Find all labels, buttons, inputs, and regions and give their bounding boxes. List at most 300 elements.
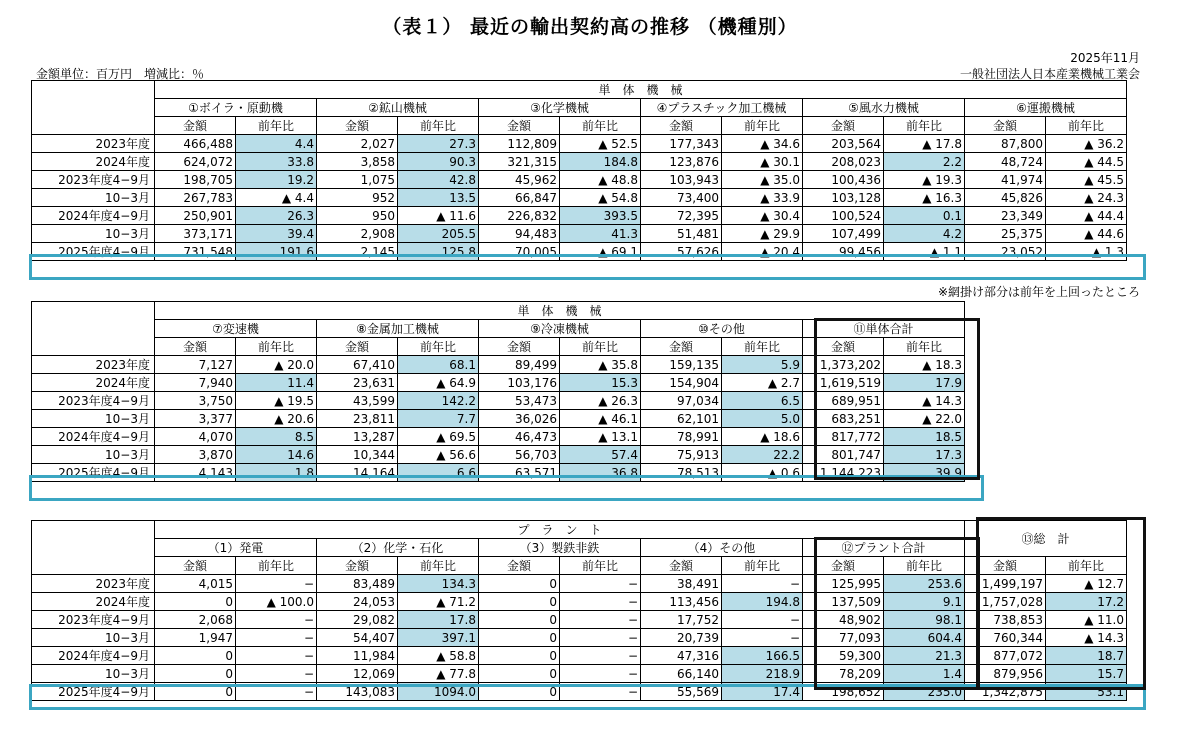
ratio-cell: ▲ 100.0 <box>236 593 317 611</box>
ratio-cell: 19.2 <box>236 171 317 189</box>
ratio-cell: ▲ 58.8 <box>398 647 479 665</box>
amount-cell: 3,377 <box>155 410 236 428</box>
ratio-cell: ▲ 48.8 <box>560 171 641 189</box>
ratio-cell: − <box>560 665 641 683</box>
category-header: ①ボイラ・原動機 <box>155 99 317 117</box>
ratio-cell: ▲ 11.0 <box>1046 611 1127 629</box>
category-header: ③化学機械 <box>479 99 641 117</box>
ratio-cell: 17.2 <box>1046 593 1127 611</box>
category-header: ⑦変速機 <box>155 320 317 338</box>
amount-cell: 100,524 <box>803 207 884 225</box>
ratio-cell: − <box>560 575 641 593</box>
ratio-cell: 4.2 <box>884 225 965 243</box>
ratio-cell: ▲ 1.3 <box>1046 243 1127 261</box>
amount-cell: 1,757,028 <box>965 593 1046 611</box>
ratio-cell: ▲ 44.5 <box>1046 153 1127 171</box>
amount-cell: 78,209 <box>803 665 884 683</box>
ratio-header: 前年比 <box>560 117 641 135</box>
category-header: ⑨冷凍機械 <box>479 320 641 338</box>
ratio-cell: ▲ 30.1 <box>722 153 803 171</box>
amount-cell: 51,481 <box>641 225 722 243</box>
amount-cell: 4,143 <box>155 464 236 482</box>
ratio-cell: ▲ 20.6 <box>236 410 317 428</box>
table-row <box>32 153 1127 171</box>
ratio-cell: 13.5 <box>398 189 479 207</box>
ratio-header: 前年比 <box>722 117 803 135</box>
ratio-cell: − <box>560 683 641 701</box>
ratio-cell: 5.9 <box>722 356 803 374</box>
ratio-cell: ▲ 20.4 <box>722 243 803 261</box>
ratio-cell: ▲ 52.5 <box>560 135 641 153</box>
ratio-cell: 98.1 <box>884 611 965 629</box>
amount-cell: 11,984 <box>317 647 398 665</box>
row-label: 10−3月 <box>32 225 155 243</box>
ratio-cell: 205.5 <box>398 225 479 243</box>
amount-cell: 952 <box>317 189 398 207</box>
ratio-header: 前年比 <box>236 338 317 356</box>
amount-cell: 198,652 <box>803 683 884 701</box>
amount-cell: 1,373,202 <box>803 356 884 374</box>
ratio-cell: 33.8 <box>236 153 317 171</box>
amount-cell: 2,068 <box>155 611 236 629</box>
ratio-cell: 397.1 <box>398 629 479 647</box>
row-label: 2025年度4−9月 <box>32 464 155 482</box>
amount-cell: 23,349 <box>965 207 1046 225</box>
amount-cell: 1,947 <box>155 629 236 647</box>
ratio-cell: ▲ 71.2 <box>398 593 479 611</box>
ratio-cell: 39.4 <box>236 225 317 243</box>
ratio-cell: 27.3 <box>398 135 479 153</box>
ratio-cell: 604.4 <box>884 629 965 647</box>
ratio-cell: ▲ 14.3 <box>884 392 965 410</box>
ratio-cell: ▲ 46.1 <box>560 410 641 428</box>
category-header: ⑤風水力機械 <box>803 99 965 117</box>
amount-cell: 950 <box>317 207 398 225</box>
row-label: 2023年度 <box>32 356 155 374</box>
amount-cell: 4,070 <box>155 428 236 446</box>
amount-cell: 3,870 <box>155 446 236 464</box>
ratio-cell: ▲ 69.1 <box>560 243 641 261</box>
ratio-cell: 36.8 <box>560 464 641 482</box>
ratio-cell: 9.1 <box>884 593 965 611</box>
ratio-cell: − <box>560 629 641 647</box>
amount-cell: 66,140 <box>641 665 722 683</box>
amount-cell: 23,811 <box>317 410 398 428</box>
row-label: 2024年度 <box>32 374 155 392</box>
table-row <box>32 356 965 374</box>
amount-cell: 0 <box>479 683 560 701</box>
ratio-cell: 1.4 <box>884 665 965 683</box>
amount-cell: 13,287 <box>317 428 398 446</box>
amount-cell: 143,083 <box>317 683 398 701</box>
amount-cell: 7,940 <box>155 374 236 392</box>
ratio-cell: − <box>722 575 803 593</box>
amount-cell: 1,499,197 <box>965 575 1046 593</box>
row-label: 2023年度 <box>32 135 155 153</box>
amount-cell: 1,075 <box>317 171 398 189</box>
row-label: 10−3月 <box>32 629 155 647</box>
amount-header: 金額 <box>155 117 236 135</box>
ratio-cell: 15.7 <box>1046 665 1127 683</box>
ratio-cell: ▲ 4.4 <box>236 189 317 207</box>
amount-cell: 2,145 <box>317 243 398 261</box>
amount-cell: 73,400 <box>641 189 722 207</box>
table-row <box>32 392 965 410</box>
category-header: （3）製鉄非鉄 <box>479 539 641 557</box>
ratio-cell: − <box>236 665 317 683</box>
ratio-cell: 166.5 <box>722 647 803 665</box>
row-label: 2023年度4−9月 <box>32 171 155 189</box>
ratio-cell: ▲ 1.1 <box>884 243 965 261</box>
amount-cell: 17,752 <box>641 611 722 629</box>
ratio-cell: 7.7 <box>398 410 479 428</box>
ratio-cell: 0.1 <box>884 207 965 225</box>
amount-cell: 107,499 <box>803 225 884 243</box>
ratio-cell: 142.2 <box>398 392 479 410</box>
ratio-cell: 235.0 <box>884 683 965 701</box>
ratio-header: 前年比 <box>722 338 803 356</box>
table-row <box>32 135 1127 153</box>
amount-cell: 36,026 <box>479 410 560 428</box>
export-table-single-machines-2 <box>31 301 965 482</box>
ratio-cell: 1094.0 <box>398 683 479 701</box>
ratio-header: 前年比 <box>560 557 641 575</box>
ratio-header: 前年比 <box>398 117 479 135</box>
amount-header: 金額 <box>317 117 398 135</box>
amount-cell: 55,569 <box>641 683 722 701</box>
category-header: ⑫プラント合計 <box>803 539 965 557</box>
ratio-cell: ▲ 44.6 <box>1046 225 1127 243</box>
ratio-cell: ▲ 19.5 <box>236 392 317 410</box>
ratio-cell: ▲ 77.8 <box>398 665 479 683</box>
amount-header: 金額 <box>803 557 884 575</box>
amount-cell: 43,599 <box>317 392 398 410</box>
ratio-cell: − <box>560 593 641 611</box>
amount-header: 金額 <box>641 117 722 135</box>
ratio-cell: 191.6 <box>236 243 317 261</box>
amount-cell: 1,342,875 <box>965 683 1046 701</box>
amount-cell: 0 <box>479 647 560 665</box>
amount-cell: 203,564 <box>803 135 884 153</box>
amount-cell: 0 <box>155 647 236 665</box>
amount-cell: 198,705 <box>155 171 236 189</box>
amount-cell: 59,300 <box>803 647 884 665</box>
amount-cell: 100,436 <box>803 171 884 189</box>
ratio-cell: ▲ 20.0 <box>236 356 317 374</box>
row-label: 2023年度4−9月 <box>32 392 155 410</box>
ratio-cell: ▲ 36.2 <box>1046 135 1127 153</box>
amount-cell: 57,626 <box>641 243 722 261</box>
category-header: ⑥運搬機械 <box>965 99 1127 117</box>
table-row <box>32 593 1127 611</box>
corner-cell <box>32 81 155 135</box>
table-row <box>32 428 965 446</box>
ratio-cell: 2.2 <box>884 153 965 171</box>
amount-cell: 801,747 <box>803 446 884 464</box>
amount-header: 金額 <box>155 338 236 356</box>
category-header: ⑧金属加工機械 <box>317 320 479 338</box>
amount-cell: 78,513 <box>641 464 722 482</box>
amount-cell: 24,053 <box>317 593 398 611</box>
ratio-cell: ▲ 0.6 <box>722 464 803 482</box>
amount-cell: 123,876 <box>641 153 722 171</box>
table-row <box>32 225 1127 243</box>
ratio-cell: 39.9 <box>884 464 965 482</box>
amount-cell: 72,395 <box>641 207 722 225</box>
amount-header: 金額 <box>803 338 884 356</box>
table-row <box>32 575 1127 593</box>
ratio-cell: 57.4 <box>560 446 641 464</box>
ratio-cell: − <box>236 629 317 647</box>
amount-cell: 689,951 <box>803 392 884 410</box>
amount-cell: 177,343 <box>641 135 722 153</box>
amount-header: 金額 <box>803 117 884 135</box>
group-header: 単 体 機 械 <box>155 81 1127 99</box>
ratio-cell: 134.3 <box>398 575 479 593</box>
ratio-cell: ▲ 44.4 <box>1046 207 1127 225</box>
unit-note: 金額単位：百万円 増減比：％ <box>36 67 205 81</box>
shading-note: ※網掛け部分は前年を上回ったところ <box>937 285 1140 299</box>
amount-cell: 113,456 <box>641 593 722 611</box>
amount-cell: 20,739 <box>641 629 722 647</box>
category-header: ⑪単体合計 <box>803 320 965 338</box>
export-table-single-machines-1 <box>31 80 1127 261</box>
category-header: ⑩その他 <box>641 320 803 338</box>
amount-cell: 731,548 <box>155 243 236 261</box>
ratio-cell: ▲ 22.0 <box>884 410 965 428</box>
amount-header: 金額 <box>317 557 398 575</box>
amount-cell: 0 <box>479 593 560 611</box>
ratio-cell: 4.4 <box>236 135 317 153</box>
ratio-cell: 17.3 <box>884 446 965 464</box>
table-row <box>32 189 1127 207</box>
amount-cell: 99,456 <box>803 243 884 261</box>
group-header: 単 体 機 械 <box>155 302 965 320</box>
row-label: 2023年度 <box>32 575 155 593</box>
amount-cell: 67,410 <box>317 356 398 374</box>
amount-header: 金額 <box>155 557 236 575</box>
amount-cell: 29,082 <box>317 611 398 629</box>
amount-cell: 94,483 <box>479 225 560 243</box>
amount-header: 金額 <box>479 338 560 356</box>
amount-cell: 97,034 <box>641 392 722 410</box>
table-row <box>32 374 965 392</box>
amount-cell: 83,489 <box>317 575 398 593</box>
row-label: 10−3月 <box>32 189 155 207</box>
row-label: 10−3月 <box>32 665 155 683</box>
ratio-header: 前年比 <box>884 557 965 575</box>
page-title: （表１） 最近の輸出契約高の推移 （機種別） <box>382 16 798 38</box>
row-label: 10−3月 <box>32 446 155 464</box>
table-row <box>32 446 965 464</box>
amount-cell: 0 <box>479 665 560 683</box>
report-date: 2025年11月 <box>1070 51 1140 65</box>
ratio-cell: 42.8 <box>398 171 479 189</box>
ratio-cell: 194.8 <box>722 593 803 611</box>
ratio-cell: ▲ 18.3 <box>884 356 965 374</box>
table-row <box>32 611 1127 629</box>
ratio-header: 前年比 <box>236 557 317 575</box>
amount-cell: 56,703 <box>479 446 560 464</box>
amount-cell: 466,488 <box>155 135 236 153</box>
row-label: 2024年度 <box>32 153 155 171</box>
amount-cell: 23,631 <box>317 374 398 392</box>
row-label: 10−3月 <box>32 410 155 428</box>
ratio-cell: 21.3 <box>884 647 965 665</box>
ratio-cell: 26.3 <box>236 207 317 225</box>
ratio-cell: ▲ 17.8 <box>884 135 965 153</box>
ratio-header: 前年比 <box>1046 117 1127 135</box>
amount-cell: 125,995 <box>803 575 884 593</box>
amount-cell: 14,164 <box>317 464 398 482</box>
amount-cell: 48,902 <box>803 611 884 629</box>
amount-cell: 0 <box>479 629 560 647</box>
amount-cell: 250,901 <box>155 207 236 225</box>
amount-cell: 4,015 <box>155 575 236 593</box>
amount-cell: 226,832 <box>479 207 560 225</box>
amount-header: 金額 <box>479 117 560 135</box>
amount-cell: 48,724 <box>965 153 1046 171</box>
group-header: プ ラ ン ト <box>155 521 965 539</box>
table-row <box>32 629 1127 647</box>
ratio-cell: ▲ 16.3 <box>884 189 965 207</box>
row-label: 2023年度4−9月 <box>32 611 155 629</box>
row-label: 2024年度4−9月 <box>32 428 155 446</box>
ratio-cell: ▲ 54.8 <box>560 189 641 207</box>
ratio-cell: − <box>236 647 317 665</box>
amount-cell: 0 <box>155 683 236 701</box>
ratio-cell: 17.4 <box>722 683 803 701</box>
amount-cell: 77,093 <box>803 629 884 647</box>
amount-cell: 66,847 <box>479 189 560 207</box>
ratio-header: 前年比 <box>560 338 641 356</box>
ratio-cell: 1.8 <box>236 464 317 482</box>
row-label: 2024年度 <box>32 593 155 611</box>
amount-cell: 738,853 <box>965 611 1046 629</box>
category-header: （1）発電 <box>155 539 317 557</box>
amount-header: 金額 <box>965 557 1046 575</box>
amount-cell: 3,858 <box>317 153 398 171</box>
ratio-header: 前年比 <box>398 557 479 575</box>
ratio-cell: ▲ 24.3 <box>1046 189 1127 207</box>
amount-cell: 103,128 <box>803 189 884 207</box>
amount-cell: 2,027 <box>317 135 398 153</box>
amount-header: 金額 <box>479 557 560 575</box>
amount-cell: 41,974 <box>965 171 1046 189</box>
amount-cell: 321,315 <box>479 153 560 171</box>
ratio-cell: 17.9 <box>884 374 965 392</box>
ratio-cell: ▲ 34.6 <box>722 135 803 153</box>
ratio-cell: 253.6 <box>884 575 965 593</box>
ratio-cell: ▲ 35.0 <box>722 171 803 189</box>
amount-cell: 38,491 <box>641 575 722 593</box>
row-label: 2025年度4−9月 <box>32 243 155 261</box>
amount-cell: 624,072 <box>155 153 236 171</box>
ratio-header: 前年比 <box>236 117 317 135</box>
amount-cell: 10,344 <box>317 446 398 464</box>
row-label: 2025年度4−9月 <box>32 683 155 701</box>
corner-cell <box>32 302 155 356</box>
amount-cell: 0 <box>155 593 236 611</box>
ratio-cell: 14.6 <box>236 446 317 464</box>
amount-cell: 63,571 <box>479 464 560 482</box>
amount-cell: 103,943 <box>641 171 722 189</box>
amount-header: 金額 <box>641 557 722 575</box>
ratio-cell: 184.8 <box>560 153 641 171</box>
ratio-cell: 8.5 <box>236 428 317 446</box>
amount-cell: 0 <box>155 665 236 683</box>
grand-total-header: ⑬総 計 <box>965 521 1127 557</box>
amount-cell: 70,005 <box>479 243 560 261</box>
amount-cell: 683,251 <box>803 410 884 428</box>
ratio-cell: ▲ 35.8 <box>560 356 641 374</box>
amount-cell: 2,908 <box>317 225 398 243</box>
amount-header: 金額 <box>317 338 398 356</box>
amount-cell: 45,826 <box>965 189 1046 207</box>
amount-cell: 47,316 <box>641 647 722 665</box>
ratio-cell: 11.4 <box>236 374 317 392</box>
amount-cell: 112,809 <box>479 135 560 153</box>
amount-cell: 25,375 <box>965 225 1046 243</box>
ratio-header: 前年比 <box>722 557 803 575</box>
ratio-cell: 6.5 <box>722 392 803 410</box>
ratio-cell: − <box>236 683 317 701</box>
ratio-cell: 218.9 <box>722 665 803 683</box>
amount-cell: 89,499 <box>479 356 560 374</box>
amount-cell: 12,069 <box>317 665 398 683</box>
ratio-cell: 41.3 <box>560 225 641 243</box>
row-label: 2024年度4−9月 <box>32 647 155 665</box>
ratio-cell: ▲ 12.7 <box>1046 575 1127 593</box>
category-header: ②鉱山機械 <box>317 99 479 117</box>
export-table-plants <box>31 520 1127 701</box>
table-row <box>32 647 1127 665</box>
table-row <box>32 207 1127 225</box>
ratio-cell: ▲ 18.6 <box>722 428 803 446</box>
ratio-cell: ▲ 2.7 <box>722 374 803 392</box>
ratio-cell: − <box>236 611 317 629</box>
amount-cell: 760,344 <box>965 629 1046 647</box>
amount-cell: 267,783 <box>155 189 236 207</box>
amount-cell: 54,407 <box>317 629 398 647</box>
amount-cell: 154,904 <box>641 374 722 392</box>
ratio-cell: − <box>560 611 641 629</box>
ratio-cell: 22.2 <box>722 446 803 464</box>
ratio-cell: 53.1 <box>1046 683 1127 701</box>
amount-cell: 817,772 <box>803 428 884 446</box>
ratio-cell: 68.1 <box>398 356 479 374</box>
amount-cell: 23,052 <box>965 243 1046 261</box>
table-row <box>32 665 1127 683</box>
amount-cell: 87,800 <box>965 135 1046 153</box>
table-row <box>32 683 1127 701</box>
amount-cell: 1,144,223 <box>803 464 884 482</box>
ratio-cell: 393.5 <box>560 207 641 225</box>
ratio-cell: ▲ 11.6 <box>398 207 479 225</box>
ratio-header: 前年比 <box>398 338 479 356</box>
amount-cell: 75,913 <box>641 446 722 464</box>
ratio-header: 前年比 <box>884 338 965 356</box>
ratio-cell: ▲ 33.9 <box>722 189 803 207</box>
ratio-cell: ▲ 69.5 <box>398 428 479 446</box>
ratio-cell: 125.8 <box>398 243 479 261</box>
category-header: ④プラスチック加工機械 <box>641 99 803 117</box>
amount-cell: 137,509 <box>803 593 884 611</box>
ratio-cell: − <box>722 629 803 647</box>
amount-cell: 159,135 <box>641 356 722 374</box>
amount-cell: 103,176 <box>479 374 560 392</box>
ratio-cell: ▲ 30.4 <box>722 207 803 225</box>
